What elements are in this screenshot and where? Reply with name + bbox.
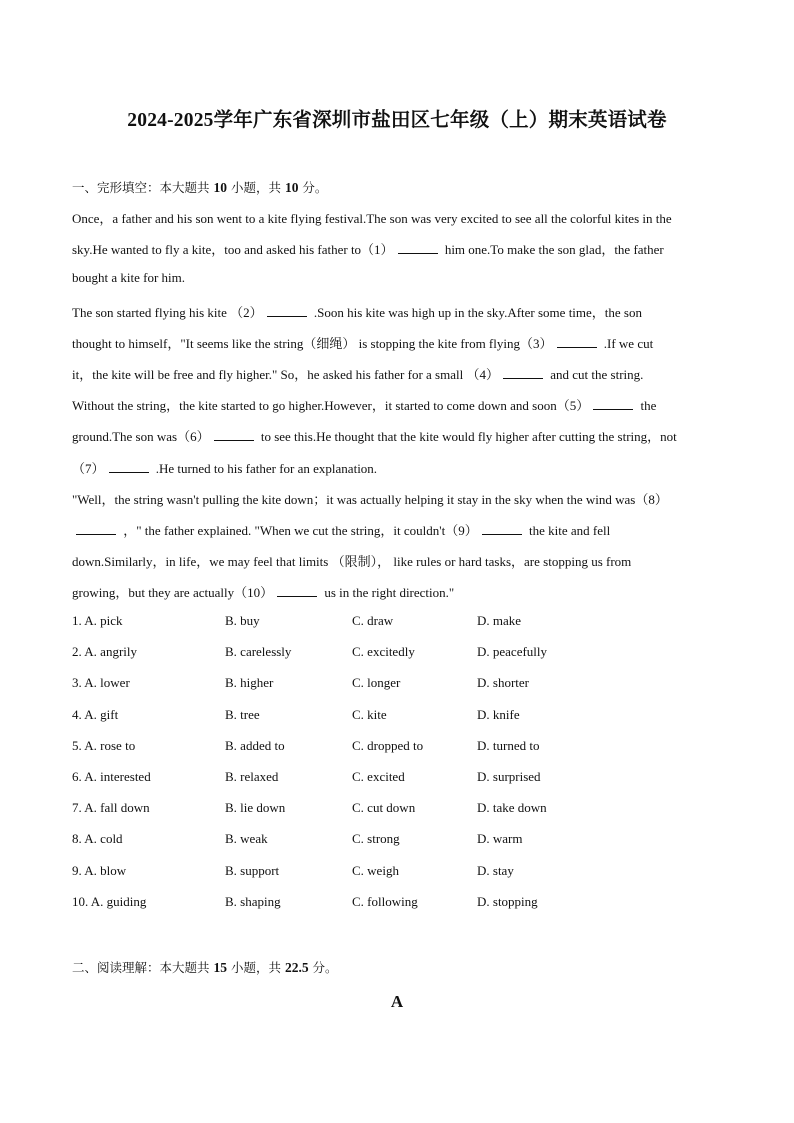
passage-line (72, 302, 642, 321)
passage-text: it，the kite will be free and fly higher." So，he asked his father for a small （4） (72, 367, 499, 382)
question-options-row (72, 738, 722, 756)
option-choice: 10. A. guiding (72, 893, 147, 909)
option-choice: D. warm (477, 831, 523, 847)
option-choice: C. dropped to (352, 737, 424, 753)
answer-blank (398, 252, 438, 254)
answer-blank (482, 533, 522, 535)
passage-text: Without the string，the kite started to go higher.However，it started to come down and soon（5） (72, 398, 590, 414)
option-choice: 4. A. gift (72, 706, 119, 722)
option-choice: C. kite (352, 706, 387, 722)
option-choice: 1. A. pick (72, 613, 123, 628)
option-choice: 9. A. blow (72, 862, 127, 878)
option-choice: D. shorter (477, 675, 529, 691)
question-options-row (72, 831, 722, 849)
passage-line (72, 458, 377, 477)
passage-text: sky.He wanted to fly a kite，too and asked his father to（1） (72, 242, 394, 258)
passage-text: The son started flying his kite （2） (72, 304, 263, 320)
passage-text: the (637, 398, 657, 414)
passage-text: to see this.He thought that the kite would fly higher after cutting the string，not (257, 429, 677, 445)
option-choice: B. carelessly (225, 644, 292, 660)
passage-line (72, 489, 668, 508)
passage-line (72, 270, 185, 286)
passage-text: ground.The son was（6） (72, 429, 210, 445)
option-choice: B. support (225, 862, 280, 878)
passage-line (72, 426, 677, 445)
answer-blank (503, 377, 543, 379)
passage-line (72, 239, 664, 258)
passage-text: Once，a father and his son went to a kite flying festival.The son was very excited to see all the colorful kites in the (72, 211, 672, 226)
option-choice: B. added to (225, 737, 285, 753)
reading-part-label: A (390, 992, 404, 1011)
answer-blank (76, 533, 116, 535)
option-choice: D. stay (477, 862, 514, 878)
passage-text: （7） (72, 460, 105, 476)
option-choice: 7. A. fall down (72, 800, 150, 816)
question-options-row (72, 863, 722, 881)
option-choice: C. excited (352, 769, 405, 784)
passage-line (72, 520, 610, 539)
passage-line (72, 333, 653, 352)
option-choice: D. peacefully (477, 644, 548, 660)
option-choice: C. cut down (352, 800, 416, 816)
passage-line (72, 395, 656, 414)
passage-line (72, 364, 643, 383)
passage-text: bought a kite for him. (72, 270, 186, 286)
passage-text: .He turned to his father for an explanation. (152, 460, 378, 476)
passage-text: "Well，the string wasn't pulling the kite down；it was actually helping it stay in the sky when the wind was（8） (72, 491, 668, 507)
passage-text: growing，but they are actually（10） (72, 585, 274, 601)
option-choice: B. tree (225, 706, 260, 722)
option-choice: 5. A. rose to (72, 737, 136, 753)
option-choice: D. stopping (477, 893, 538, 909)
option-choice: D. surprised (477, 769, 541, 784)
option-choice: D. make (477, 613, 522, 628)
option-choice: B. relaxed (225, 769, 279, 784)
question-options-row (72, 707, 722, 725)
option-choice: B. buy (225, 613, 260, 628)
passage-line (72, 208, 672, 227)
option-choice: B. higher (225, 675, 274, 691)
passage-text: .If we cut (600, 335, 654, 351)
passage-text: .Soon his kite was high up in the sky.After some time，the son (310, 304, 642, 320)
option-choice: B. weak (225, 831, 268, 847)
passage-text: down.Similarly，in life，we may feel that limits （限制）， like rules or hard tasks，are stopping us from (72, 554, 632, 570)
answer-blank (267, 315, 307, 317)
option-choice: D. turned to (477, 737, 540, 753)
option-choice: 8. A. cold (72, 831, 123, 847)
option-choice: C. draw (352, 613, 394, 628)
passage-line (72, 551, 631, 570)
option-choice: 2. A. angrily (72, 644, 137, 660)
passage-text: him one.To make the son glad，the father (441, 242, 664, 258)
passage-text: us in the right direction." (321, 585, 455, 601)
section-heading-reading: 二、阅读理解：本大题共 15 小题，共 22.5 分。 (72, 960, 338, 975)
option-choice: C. weigh (352, 862, 399, 878)
answer-blank (557, 346, 597, 348)
option-choice: C. longer (352, 675, 401, 691)
option-choice: C. excitedly (352, 644, 415, 660)
question-options-row (72, 800, 722, 818)
option-choice: C. strong (352, 831, 400, 847)
option-choice: 3. A. lower (72, 675, 130, 691)
question-options-row (72, 769, 722, 787)
option-choice: D. take down (477, 800, 547, 816)
passage-line (72, 582, 454, 601)
question-options-row (72, 613, 722, 631)
passage-text: the kite and fell (525, 523, 611, 538)
answer-blank (214, 439, 254, 441)
answer-blank (593, 408, 633, 410)
page-title: 2024-2025学年广东省深圳市盐田区七年级（上）期末英语试卷 (127, 110, 667, 131)
passage-text: and cut the string. (546, 367, 644, 382)
answer-blank (109, 471, 149, 473)
option-choice: D. knife (477, 706, 520, 722)
question-options-row (72, 675, 722, 693)
option-choice: 6. A. interested (72, 769, 151, 784)
passage-text: thought to himself，"It seems like the string（细绳） is stopping the kite from flying（3） (72, 335, 553, 351)
question-options-row (72, 894, 722, 912)
question-options-row (72, 644, 722, 662)
section-heading-cloze: 一、完形填空：本大题共 10 小题，共 10 分。 (72, 180, 328, 195)
option-choice: B. shaping (225, 893, 281, 909)
option-choice: C. following (352, 893, 418, 909)
option-choice: B. lie down (225, 800, 286, 816)
passage-text: ，" the father explained. "When we cut the string，it couldn't（9） (120, 523, 478, 538)
answer-blank (277, 595, 317, 597)
